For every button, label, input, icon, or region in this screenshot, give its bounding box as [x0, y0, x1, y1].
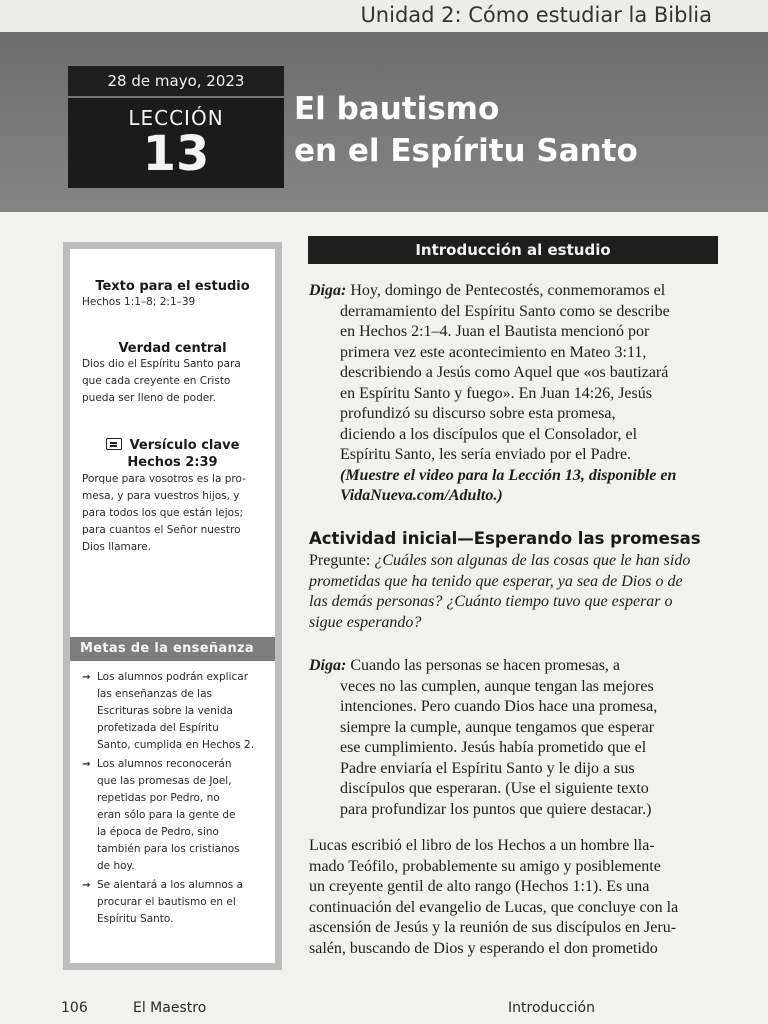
- teaching-goals-list: [82, 669, 267, 930]
- page-number: 106: [61, 1000, 88, 1016]
- text-line: diciendo a los discípulos que el Consolador, el: [340, 425, 638, 443]
- goal-line: la época de Pedro, sino: [97, 826, 219, 838]
- goal-line: profetizada del Espíritu: [97, 722, 219, 734]
- text-line: primera vez este acontecimiento en Mateo 3:11,: [340, 343, 647, 361]
- text-line: en Hechos 2:1–4. Juan el Bautista mencionó por: [340, 323, 650, 340]
- diga-paragraph-2: [309, 656, 719, 820]
- diga1-first-line: Hoy, domingo de Pentecostés, conmemoramos el: [346, 282, 666, 299]
- ask-label: Pregunte:: [309, 552, 371, 569]
- text-line: describiendo a Jesús como Aquel que «os bautizará: [340, 364, 669, 381]
- text-line: sigue esperando?: [309, 613, 422, 631]
- text-line: ascensión de Jesús y la reunión de sus discípulos en Jeru-: [309, 919, 677, 936]
- text-line: intenciones. Pero cuando Dios hace una promesa,: [340, 698, 658, 715]
- video-note-line: (Muestre el video para la Lección 13, disponible en: [340, 466, 677, 484]
- magazine-name: El Maestro: [133, 1000, 207, 1016]
- unit-title: Unidad 2: Cómo estudiar la Biblia: [0, 0, 768, 32]
- study-text-refs: Hechos 1:1–8; 2:1–39: [82, 296, 196, 308]
- lesson-label: LECCIÓN: [128, 106, 224, 130]
- goal-line: las enseñanzas de las: [97, 688, 212, 700]
- goal-item: [82, 669, 267, 754]
- goal-line: Santo, cumplida en Hechos 2.: [97, 739, 255, 751]
- text-line: Padre enviaría el Espíritu Santo y le dijo a sus: [340, 759, 635, 777]
- lesson-date: 28 de mayo, 2023: [68, 66, 284, 96]
- goal-line: de hoy.: [97, 860, 135, 872]
- lesson-title-line-2: en el Espíritu Santo: [294, 133, 638, 169]
- goal-line: también para los cristianos: [97, 843, 240, 855]
- text-line: las demás personas? ¿Cuánto tiempo tuvo que esperar o: [309, 593, 673, 610]
- goal-line: Espíritu Santo.: [97, 913, 174, 925]
- ask-paragraph: [309, 551, 719, 633]
- key-verse-heading-row: [82, 437, 263, 454]
- key-verse-section: [82, 437, 263, 556]
- key-verse-line: Dios llamare.: [82, 541, 152, 553]
- diga2-body: [309, 677, 719, 821]
- text-line: siempre la cumple, aunque tengamos que esperar: [340, 718, 655, 736]
- key-verse-heading: Versículo clave: [129, 438, 240, 453]
- central-truth-section: [82, 341, 263, 407]
- lesson-title: [294, 88, 638, 172]
- teaching-goals-heading: Metas de la enseñanza: [70, 637, 275, 661]
- text-line: profundizó su discurso sobre esta promesa,: [340, 405, 616, 422]
- text-line: Lucas escribió el libro de los Hechos a un hombre lla-: [309, 837, 655, 854]
- study-text-section: [82, 279, 263, 311]
- central-truth-line: que cada creyente en Cristo: [82, 375, 231, 387]
- text-line: ese cumplimiento. Jesús había prometido que el: [340, 739, 647, 756]
- lesson-title-line-1: El bautismo: [294, 91, 500, 127]
- activity-heading: Actividad inicial—Esperando las promesas: [309, 529, 701, 548]
- key-verse-line: para cuantos el Señor nuestro: [82, 524, 241, 536]
- ask-first-line: ¿Cuáles son algunas de las cosas que le han sido: [370, 552, 691, 569]
- text-line: derramamiento del Espíritu Santo como se describe: [340, 302, 670, 320]
- goal-item: [82, 877, 267, 928]
- text-line: para profundizar los puntos que quiere destacar.): [340, 800, 652, 818]
- lucas-paragraph: [309, 836, 719, 959]
- diga1-body: [309, 302, 719, 507]
- goal-line: eran sólo para la gente de: [97, 809, 236, 821]
- goal-line: que las promesas de Joel,: [97, 775, 232, 787]
- text-line: Espíritu Santo, les sería enviado por el Padre.: [340, 446, 632, 463]
- key-verse-line: para todos los que están lejos;: [82, 507, 244, 519]
- text-line: continuación del evangelio de Lucas, que concluye con la: [309, 898, 679, 916]
- diga2-first-line: Cuando las personas se hacen promesas, a: [346, 657, 621, 674]
- intro-heading: Introducción al estudio: [308, 236, 718, 264]
- diga-label: Diga:: [309, 282, 347, 299]
- central-truth-line: Dios dio el Espíritu Santo para: [82, 358, 241, 370]
- diga-paragraph-1: [309, 281, 719, 507]
- text-line: discípulos que esperaran. (Use el siguiente texto: [340, 780, 649, 797]
- goal-line: repetidas por Pedro, no: [97, 792, 220, 804]
- sidebar-panel: [63, 242, 282, 970]
- goal-line: procurar el bautismo en el: [97, 896, 236, 908]
- text-line: un creyente gentil de alto rango (Hechos 1:1). Es una: [309, 878, 650, 895]
- goal-line: Escrituras sobre la venida: [97, 705, 233, 717]
- lesson-number: 13: [142, 126, 210, 182]
- lesson-number-box: [68, 98, 284, 188]
- key-verse-line: mesa, y para vuestros hijos, y: [82, 490, 240, 502]
- text-line: prometidas que ha tenido que esperar, ya sea de Dios o de: [309, 572, 683, 590]
- central-truth-line: pueda ser lleno de poder.: [82, 392, 216, 404]
- text-line: salén, buscando de Dios y esperando el don prometido: [309, 939, 658, 957]
- key-verse-line: Porque para vosotros es la pro-: [82, 473, 246, 485]
- text-line: mado Teófilo, probablemente su amigo y posiblemente: [309, 857, 661, 875]
- key-verse-ref: Hechos 2:39: [127, 455, 218, 470]
- goal-item: [82, 756, 267, 875]
- video-note-line: VidaNueva.com/Adulto.): [340, 487, 503, 504]
- page-footer: [0, 1000, 768, 1022]
- text-line: en Espíritu Santo y fuego». En Juan 14:26, Jesús: [340, 384, 652, 402]
- goal-line: → Se alentará a los alumnos a: [97, 879, 244, 891]
- book-icon: [106, 438, 122, 450]
- goal-line: → Los alumnos podrán explicar: [97, 671, 249, 683]
- text-line: veces no las cumplen, aunque tengan las mejores: [340, 677, 654, 695]
- section-name: Introducción: [508, 1000, 595, 1016]
- diga-label: Diga:: [309, 657, 347, 674]
- goal-line: → Los alumnos reconocerán: [97, 758, 232, 770]
- study-text-heading: Texto para el estudio: [95, 279, 250, 294]
- central-truth-heading: Verdad central: [118, 341, 227, 356]
